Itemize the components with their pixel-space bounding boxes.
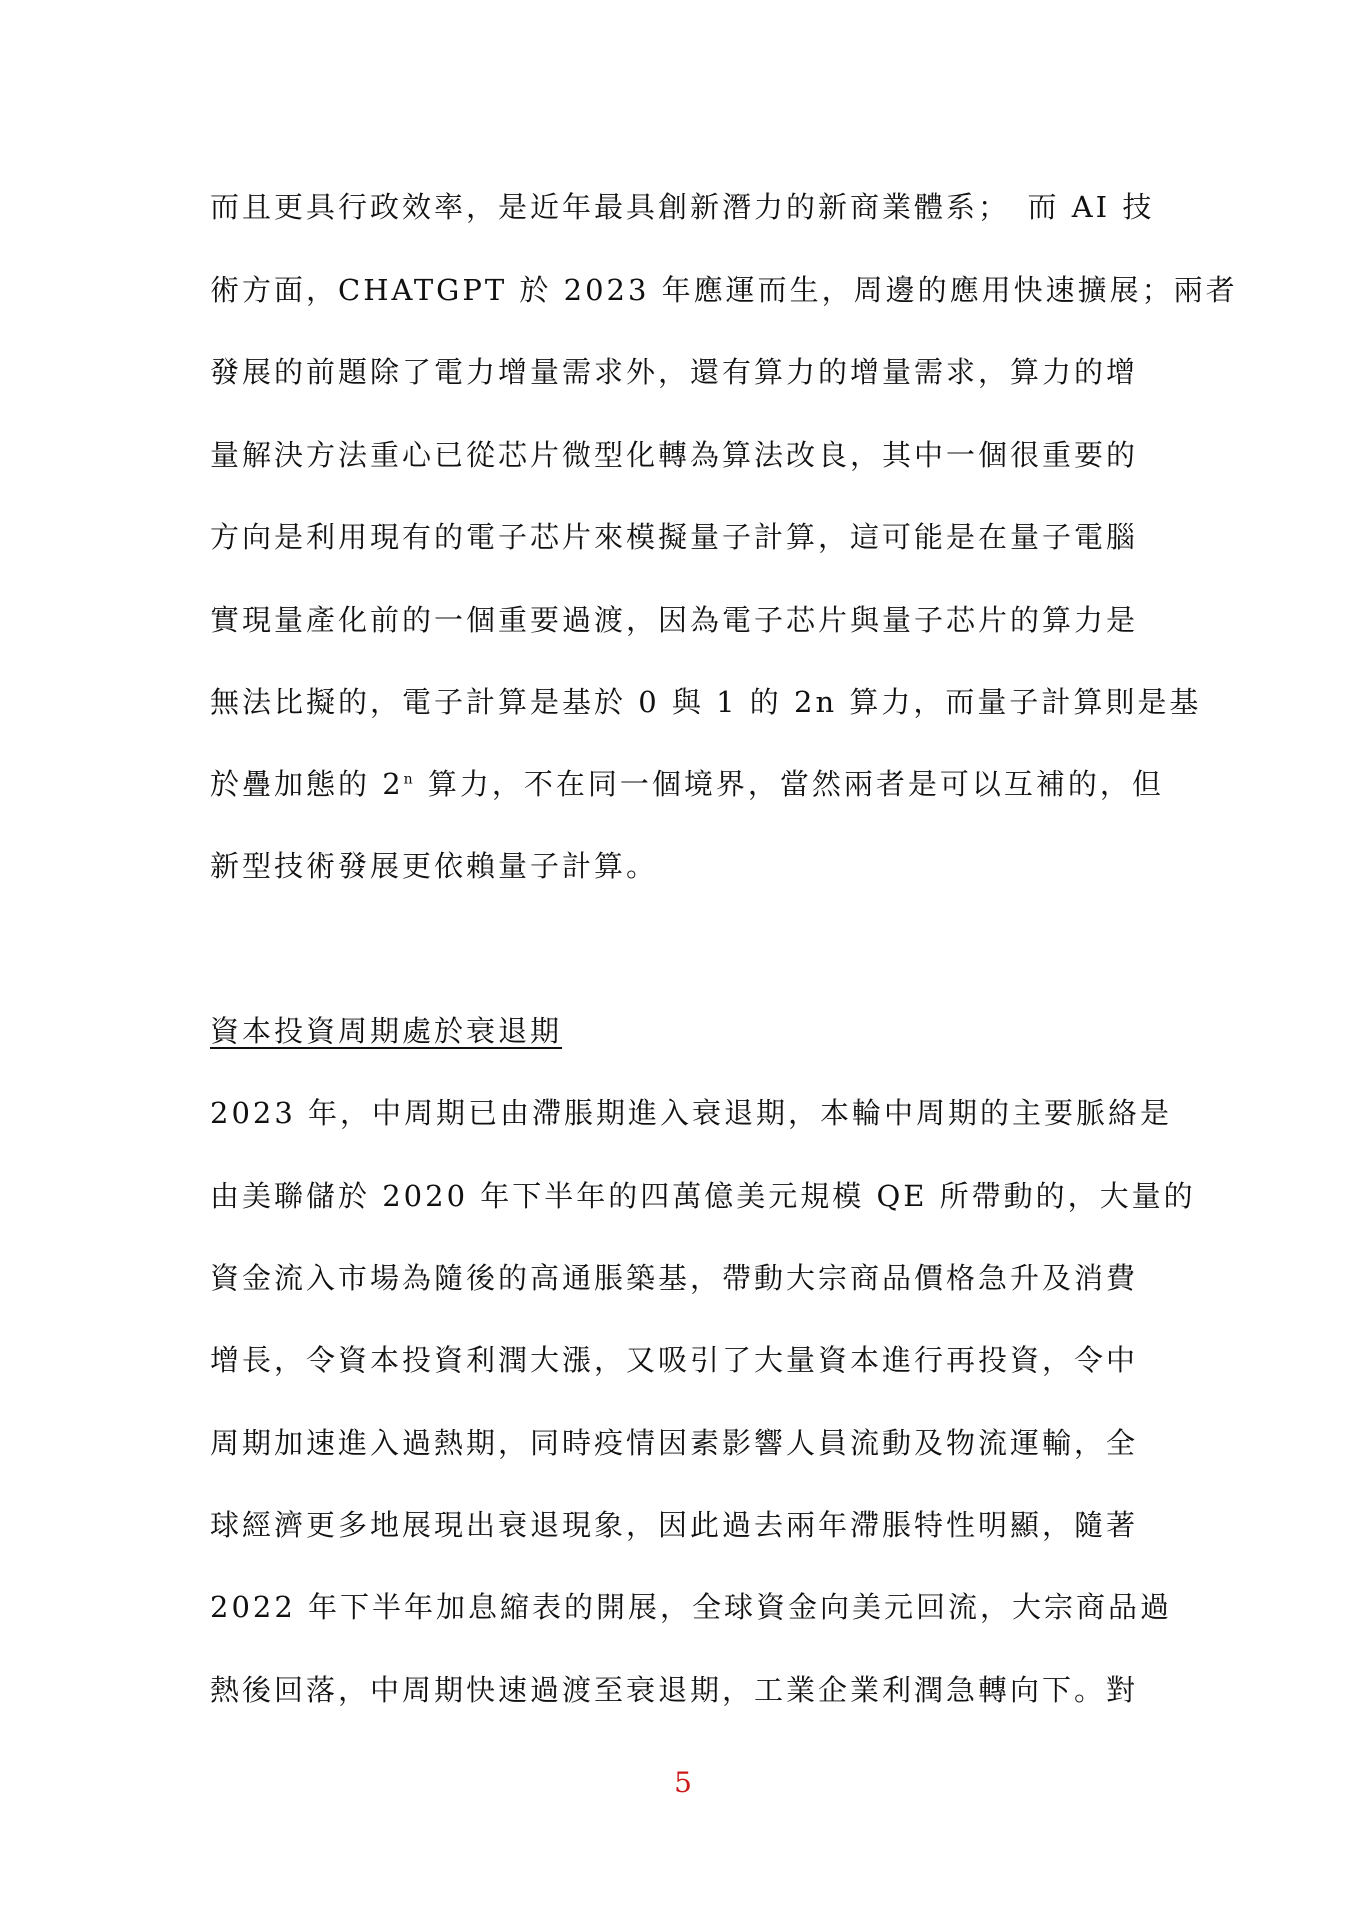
paragraph2-line-7: 2022 年下半年加息縮表的開展，全球資金向美元回流，大宗商品過 xyxy=(210,1590,1173,1624)
paragraph2-line-4: 增長，令資本投資利潤大漲，又吸引了大量資本進行再投資，令中 xyxy=(210,1343,1139,1377)
paragraph2-line-5: 周期加速進入過熱期，同時疫情因素影響人員流動及物流運輸，全 xyxy=(210,1426,1139,1460)
paragraph2-line-1: 2023 年，中周期已由滯脹期進入衰退期，本輪中周期的主要脈絡是 xyxy=(210,1096,1173,1130)
paragraph1-line-9: 新型技術發展更依賴量子計算。 xyxy=(210,849,659,883)
section-heading: 資本投資周期處於衰退期 xyxy=(210,1014,563,1048)
paragraph2-line-3: 資金流入市場為隨後的高通脹築基，帶動大宗商品價格急升及消費 xyxy=(210,1261,1139,1295)
superscript-n: n xyxy=(403,771,416,788)
paragraph2-line-8: 熱後回落，中周期快速過渡至衰退期，工業企業利潤急轉向下。對 xyxy=(210,1673,1139,1707)
paragraph1-line-8-prefix: 於疊加態的 2 xyxy=(210,767,404,801)
paragraph1-line-2: 術方面，CHATGPT 於 2023 年應運而生，周邊的應用快速擴展；兩者 xyxy=(210,273,1238,307)
paragraph1-line-1: 而且更具行政效率，是近年最具創新潛力的新商業體系； 而 AI 技 xyxy=(210,190,1155,224)
page-number: 5 xyxy=(674,1766,692,1799)
paragraph2-line-6: 球經濟更多地展現出衰退現象，因此過去兩年滯脹特性明顯，隨著 xyxy=(210,1508,1139,1542)
paragraph1-line-8-suffix: 算力，不在同一個境界，當然兩者是可以互補的，但 xyxy=(415,767,1164,801)
paragraph1-line-3: 發展的前題除了電力增量需求外，還有算力的增量需求，算力的增 xyxy=(210,355,1139,389)
paragraph1-line-5: 方向是利用現有的電子芯片來模擬量子計算，這可能是在量子電腦 xyxy=(210,520,1139,554)
paragraph2-line-2: 由美聯儲於 2020 年下半年的四萬億美元規模 QE 所帶動的，大量的 xyxy=(210,1179,1196,1213)
paragraph1-line-8 xyxy=(210,764,1170,804)
paragraph1-line-6: 實現量產化前的一個重要過渡，因為電子芯片與量子芯片的算力是 xyxy=(210,603,1139,637)
paragraph1-line-7: 無法比擬的，電子計算是基於 0 與 1 的 2n 算力，而量子計算則是基 xyxy=(210,685,1202,719)
paragraph1-line-4: 量解決方法重心已從芯片微型化轉為算法改良，其中一個很重要的 xyxy=(210,438,1139,472)
